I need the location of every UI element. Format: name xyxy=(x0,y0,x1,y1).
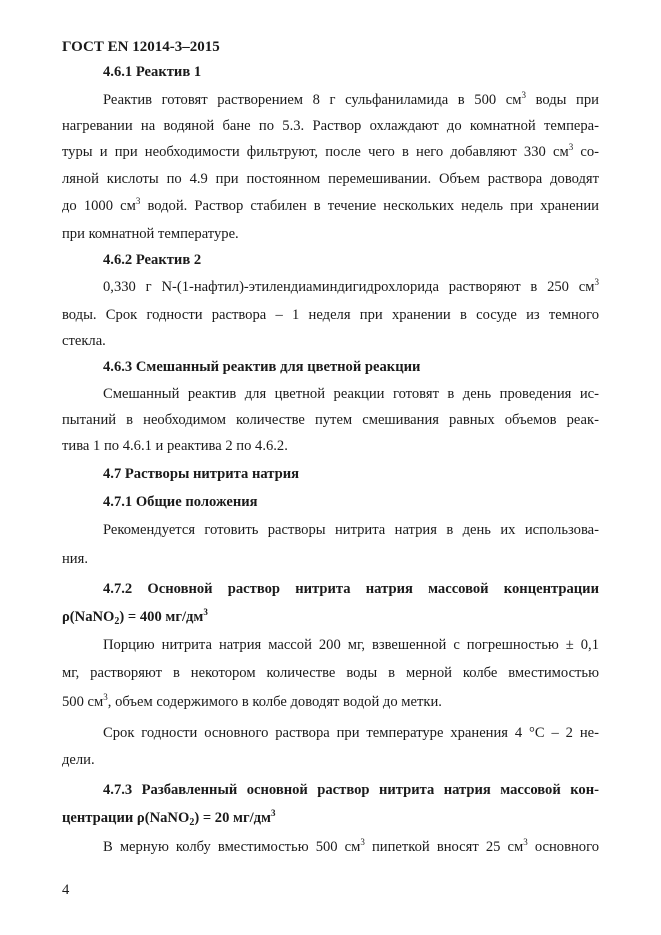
paragraph-line: Смешанный реактив для цветной реакции готовят в день проведения ис- xyxy=(103,386,599,402)
section-heading-4-6-2: 4.6.2 Реактив 2 xyxy=(103,252,202,268)
paragraph-line: 0,330 г N-(1-нафтил)-этилендиаминдигидрохлорида растворяют в 250 $см^3$ xyxy=(103,278,599,295)
section-heading-4-7-3: 4.7.3 Разбавленный основной раствор нитрита натрия массовой кон- xyxy=(103,782,599,798)
section-heading-4-7-1: 4.7.1 Общие положения xyxy=(103,494,258,510)
paragraph-line: дели. xyxy=(62,752,95,768)
page-number: 4 xyxy=(62,882,70,898)
section-heading-4-7-3-formula: центрации ρ(NaNO$_2$) = 20 $мг/дм^3$ xyxy=(62,808,276,828)
paragraph-line: В мерную колбу вместимостью 500 $см^3$ пипеткой вносят 25 $см^3$ основного xyxy=(103,838,599,855)
paragraph-line: при комнатной температуре. xyxy=(62,226,239,242)
paragraph-line: до 1000 $см^3$ водой. Раствор стабилен в течение нескольких недель при хранении xyxy=(62,197,599,214)
paragraph-line: пытаний в необходимом количестве путем смешивания равных объемов реак- xyxy=(62,412,599,428)
paragraph-line: ляной кислоты по 4.9 при постоянном перемешивании. Объем раствора доводят xyxy=(62,171,599,187)
paragraph-line: воды. Срок годности раствора – 1 неделя при хранении в сосуде из темного xyxy=(62,307,599,323)
section-heading-4-7-2: 4.7.2 Основной раствор нитрита натрия массовой концентрации xyxy=(103,581,599,597)
paragraph-line: ния. xyxy=(62,551,88,567)
document-header: ГОСТ EN 12014-3–2015 xyxy=(62,39,220,55)
paragraph-line: Срок годности основного раствора при температуре хранения 4 °С – 2 не- xyxy=(103,725,599,741)
paragraph-line: Порцию нитрита натрия массой 200 мг, взвешенной с погрешностью ± 0,1 xyxy=(103,637,599,653)
paragraph-line: нагревании на водяной бане по 5.3. Раствор охлаждают до комнатной темпера- xyxy=(62,118,599,134)
paragraph-line: 500 $см^3$, объем содержимого в колбе доводят водой до метки. xyxy=(62,692,442,710)
section-heading-4-6-1: 4.6.1 Реактив 1 xyxy=(103,64,202,80)
paragraph-line: Реактив готовят растворением 8 г сульфаниламида в 500 $см^3$ воды при xyxy=(103,91,599,108)
paragraph-line: мг, растворяют в некотором количестве воды в мерной колбе вместимостью xyxy=(62,665,599,681)
paragraph-line: стекла. xyxy=(62,333,106,349)
paragraph-line: Рекомендуется готовить растворы нитрита натрия в день их использова- xyxy=(103,522,599,538)
paragraph-line: тива 1 по 4.6.1 и реактива 2 по 4.6.2. xyxy=(62,438,288,454)
section-heading-4-7-2-formula: ρ(NaNO$_2$) = 400 $мг/дм^3$ xyxy=(62,607,208,627)
section-heading-4-7: 4.7 Растворы нитрита натрия xyxy=(103,466,300,482)
section-heading-4-6-3: 4.6.3 Смешанный реактив для цветной реакции xyxy=(103,359,421,375)
paragraph-line: туры и при необходимости фильтруют, после чего в него добавляют 330 $см^3$ со- xyxy=(62,143,599,160)
